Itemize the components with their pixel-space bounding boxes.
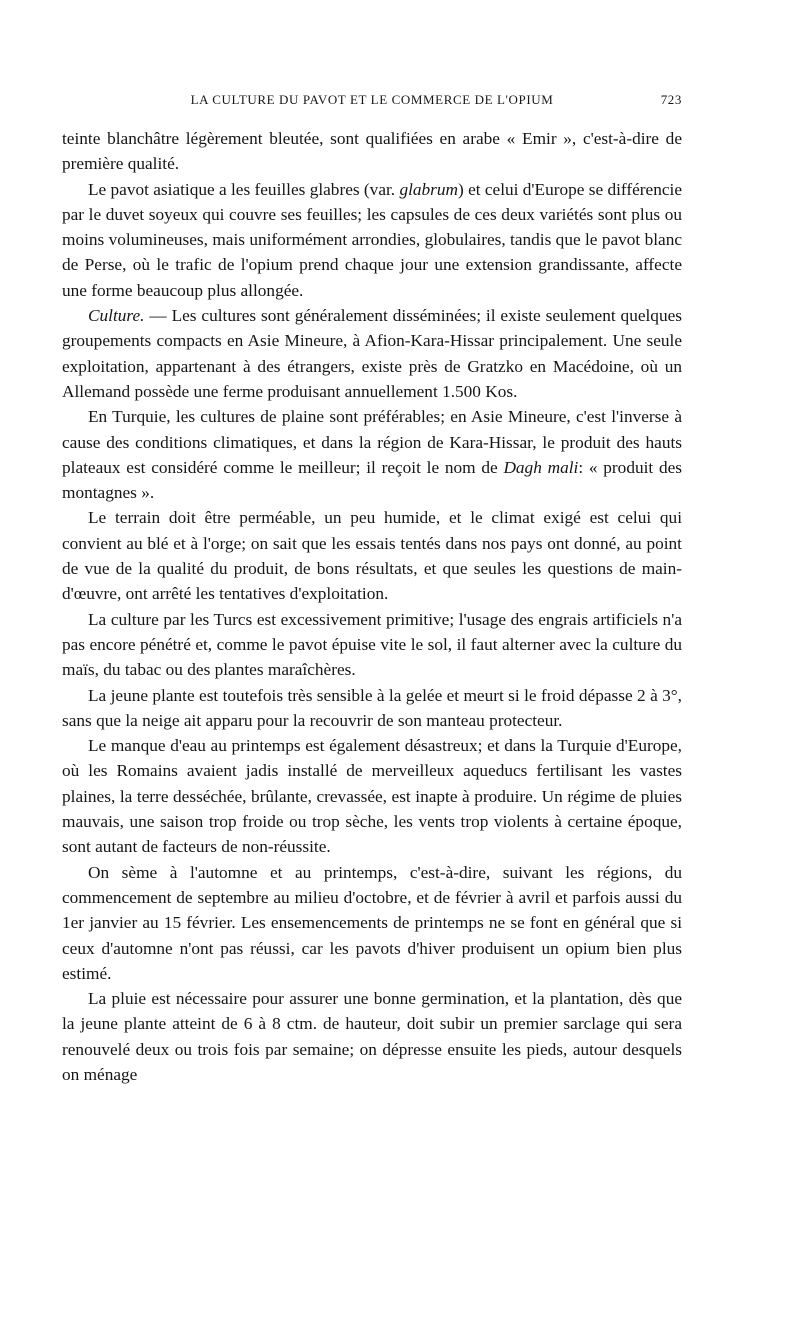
section-heading: Culture. bbox=[88, 306, 145, 326]
paragraph-1 bbox=[62, 126, 682, 177]
italic-term: glabrum bbox=[399, 179, 459, 199]
paragraph-4 bbox=[62, 404, 682, 505]
running-title: LA CULTURE DU PAVOT ET LE COMMERCE DE L'OPIUM bbox=[190, 92, 554, 107]
paragraph-text: Le manque d'eau au printemps est également désastreux; et dans la Turquie d'Europe, où les Romains avaient jadis installé de merveilleux aqueducs fertilisant les vastes plaines, la terre desséchée, brûlante, crevassée, est inapte à produire. Un régime de pluies mauvais, une saison trop froide ou trop sèche, les vents trop violents à certaine époque, sont autant de facteurs de non-réussite. bbox=[62, 736, 682, 857]
italic-term: Dagh mali bbox=[503, 457, 579, 477]
paragraph-6 bbox=[62, 607, 682, 683]
paragraph-text: La jeune plante est toutefois très sensible à la gelée et meurt si le froid dépasse 2 à 3°, sans que la neige ait apparu pour la recouvrir de son manteau protecteur. bbox=[62, 685, 682, 730]
paragraph-5 bbox=[62, 505, 682, 606]
paragraph-text: teinte blanchâtre légèrement bleutée, sont qualifiées en arabe « Emir », c'est-à-dire de première qualité. bbox=[62, 129, 682, 174]
paragraph-text: La pluie est nécessaire pour assurer une bonne germination, et la plantation, dès que la jeune plante atteint de 6 à 8 ctm. de hauteur, doit subir un premier sarclage qui sera renouvelé deux ou trois fois par semaine; on dépresse ensuite les pieds, autour desquels on ménage bbox=[62, 989, 682, 1084]
paragraph-text: On sème à l'automne et au printemps, c'est-à-dire, suivant les régions, du commencement de septembre au milieu d'octobre, et de février à avril et parfois aussi du 1er janvier au 15 février. Les ensemencements de printemps ne se font en général que si ceux d'automne n'ont pas réussi, car les pavots d'hiver produisent un opium bien plus estimé. bbox=[62, 862, 682, 983]
paragraph-2 bbox=[62, 177, 682, 303]
paragraph-8 bbox=[62, 733, 682, 859]
body-text bbox=[62, 126, 682, 1087]
paragraph-3 bbox=[62, 303, 682, 404]
paragraph-text: ) et celui d'Europe se différencie par le duvet soyeux qui couvre ses feuilles; les capsules de ces deux variétés sont plus ou moins volumineuses, mais uniformément arrondies, globulaires, tandis que le pavot blanc de Perse, où le trafic de l'opium prend chaque jour une extension grandissante, affecte une forme beaucoup plus allongée. bbox=[62, 179, 682, 300]
running-head bbox=[62, 92, 682, 116]
paragraph-text: : « produit des montagnes ». bbox=[62, 457, 682, 503]
paragraph-text: — Les cultures sont généralement disséminées; il existe seulement quelques groupements compacts en Asie Mineure, à Afion-Kara-Hissar principalement. Une seule exploitation, appartenant à des étrangers, existe près de Gratzko en Macédoine, où un Allemand possède une ferme produisant annuellement 1.500 Kos. bbox=[62, 306, 682, 401]
paragraph-text: En Turquie, les cultures de plaine sont préférables; en Asie Mineure, c'est l'inverse à cause des conditions climatiques, et dans la région de Kara-Hissar, le produit des hauts plateaux est considéré comme le meilleur; il reçoit le nom de bbox=[62, 407, 682, 477]
paragraph-10 bbox=[62, 986, 682, 1087]
document-page bbox=[62, 92, 682, 1087]
page-number: 723 bbox=[660, 92, 682, 107]
paragraph-text: Le pavot asiatique a les feuilles glabres (var. bbox=[88, 179, 400, 199]
paragraph-7 bbox=[62, 683, 682, 734]
paragraph-text: Le terrain doit être perméable, un peu humide, et le climat exigé est celui qui convient au blé et à l'orge; on sait que les essais tentés dans nos pays ont donné, au point de vue de la qualité du produit, de bons résultats, et que seules les questions de main-d'œuvre, ont arrêté les tentatives d'exploitation. bbox=[62, 508, 682, 604]
paragraph-9 bbox=[62, 860, 682, 986]
paragraph-text: La culture par les Turcs est excessivement primitive; l'usage des engrais artificiels n'a pas encore pénétré et, comme le pavot épuise vite le sol, il faut alterner avec la culture du maïs, du tabac ou des plantes maraîchères. bbox=[62, 609, 682, 680]
